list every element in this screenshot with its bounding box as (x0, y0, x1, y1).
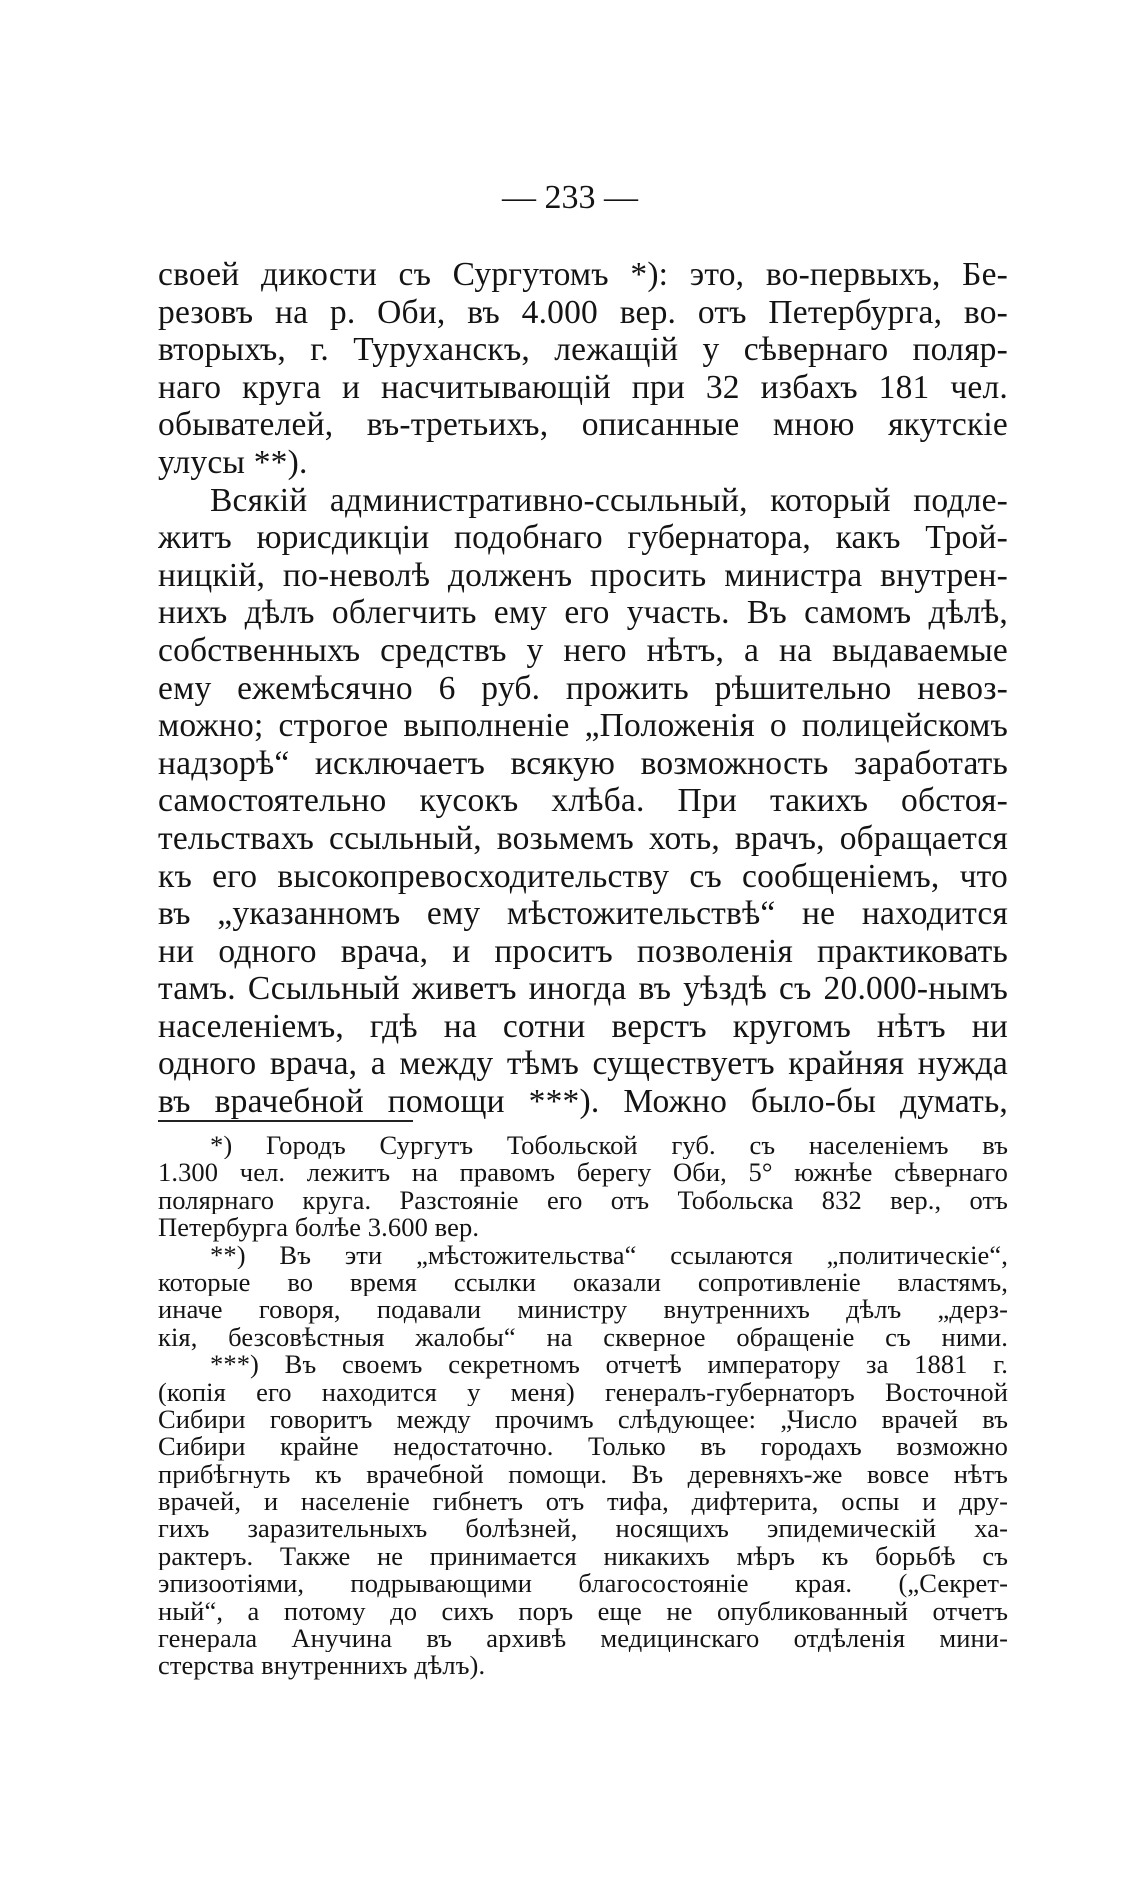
footnote-line: иначе говоря, подавали министру внутреннихъ дѣлъ „дерз- (158, 1296, 1008, 1324)
footnote-line: ***) Въ своемъ секретномъ отчетѣ императору за 1881 г. (210, 1351, 1008, 1379)
text-line: обывателей, въ-третьихъ, описанные мною якутскіе (158, 406, 1008, 444)
footnote-line: которые во время ссылки оказали сопротивленіе властямъ, (158, 1268, 1008, 1297)
footnote-line: (копія его находится у меня) генералъ-губернаторъ Восточной (158, 1378, 1008, 1406)
footnote-line: кія, безсовѣстныя жалобы“ на скверное обращеніе съ ними. (158, 1323, 1008, 1352)
footnote-rule (158, 1120, 413, 1122)
text-line: Всякій административно-ссыльный, который подле- (210, 481, 1008, 519)
text-line: ему ежемѣсячно 6 руб. прожить рѣшительно невоз- (158, 669, 1008, 707)
footnote-line: Петербурга болѣе 3.600 вер. (158, 1214, 480, 1242)
text-line: своей дикости съ Сургутомъ *): это, во-первыхъ, Бе- (158, 256, 1008, 293)
text-line: ницкій, по-неволѣ долженъ просить министра внутрен- (158, 556, 1008, 594)
footnote-line: 1.300 чел. лежитъ на правомъ берегу Оби, 5° южнѣе сѣвернаго (158, 1159, 1008, 1187)
footnote-line: ный“, а потому до сихъ поръ еще не опубликованный отчетъ (158, 1597, 1008, 1626)
text-line: въ „указанномъ ему мѣстожительствѣ“ не находится (158, 895, 1008, 933)
text-line: самостоятельно кусокъ хлѣба. При такихъ обстоя- (158, 782, 1008, 820)
text-line: тамъ. Ссыльный живетъ иногда въ уѣздѣ съ 20.000-нымъ (158, 970, 1008, 1008)
footnote-line: эпизоотіями, подрывающими благосостояніе края. („Секрет- (158, 1570, 1008, 1598)
text-line: къ его высокопревосходительству съ сообщеніемъ, что (158, 857, 1008, 895)
text-line: надзорѣ“ исключаетъ всякую возможность заработать (158, 744, 1008, 782)
text-line: одного врача, а между тѣмъ существуетъ крайняя нужда (158, 1045, 1008, 1083)
text-line: наго круга и насчитывающій при 32 избахъ 181 чел. (158, 368, 1008, 406)
footnote-line: **) Въ эти „мѣстожительства“ ссылаются „политическіе“, (210, 1241, 1008, 1269)
text-line: тельствахъ ссыльный, возьмемъ хоть, врачъ, обращается (158, 819, 1008, 857)
text-line: собственныхъ средствъ у него нѣтъ, а на выдаваемые (158, 631, 1008, 669)
text-line: населеніемъ, гдѣ на сотни верстъ кругомъ нѣтъ ни (158, 1007, 1008, 1045)
text-line: въ врачебной помощи ***). Можно было-бы думать, (158, 1083, 1008, 1121)
footnote-line: *) Городъ Сургутъ Тобольской губ. съ населеніемъ въ (210, 1132, 1008, 1160)
footnote-line: генерала Анучина въ архивѣ медицинскаго отдѣленія мини- (158, 1625, 1008, 1653)
text-line: нихъ дѣлъ облегчить ему его участь. Въ самомъ дѣлѣ, (158, 594, 1008, 632)
footnote-line: гихъ заразительныхъ болѣзней, носящихъ эпидемическій ха- (158, 1515, 1008, 1543)
footnote-line: прибѣгнуть къ врачебной помощи. Въ деревняхъ-же вовсе нѣтъ (158, 1460, 1008, 1489)
footnotes (158, 1132, 1008, 1680)
text-line: житъ юрисдикціи подобнаго губернатора, какъ Трой- (158, 519, 1008, 557)
text-line: вторыхъ, г. Туруханскъ, лежащій у сѣвернаго поляр- (158, 331, 1008, 369)
text-line: улусы **). (158, 443, 308, 481)
footnote-line: Сибири говоритъ между прочимъ слѣдующее: „Число врачей въ (158, 1405, 1008, 1434)
main-text (158, 256, 1008, 1121)
footnote-line: врачей, и населеніе гибнетъ отъ тифа, дифтерита, оспы и дру- (158, 1488, 1008, 1516)
footnote-line: полярнаго круга. Разстояніе его отъ Тобольска 832 вер., отъ (158, 1186, 1008, 1215)
text-line: ни одного врача, и проситъ позволенія практиковать (158, 932, 1008, 970)
footnote-line: рактеръ. Также не принимается никакихъ мѣръ къ борьбѣ съ (158, 1542, 1008, 1571)
footnote-line: стерства внутреннихъ дѣлъ). (158, 1652, 486, 1680)
text-line: можно; строгое выполненіе „Положенія о полицейскомъ (158, 707, 1008, 745)
text-line: резовъ на р. Оби, въ 4.000 вер. отъ Петербурга, во- (158, 293, 1008, 331)
page-number: — 233 — (502, 179, 638, 216)
footnote-line: Сибири крайне недостаточно. Только въ городахъ возможно (158, 1433, 1008, 1461)
